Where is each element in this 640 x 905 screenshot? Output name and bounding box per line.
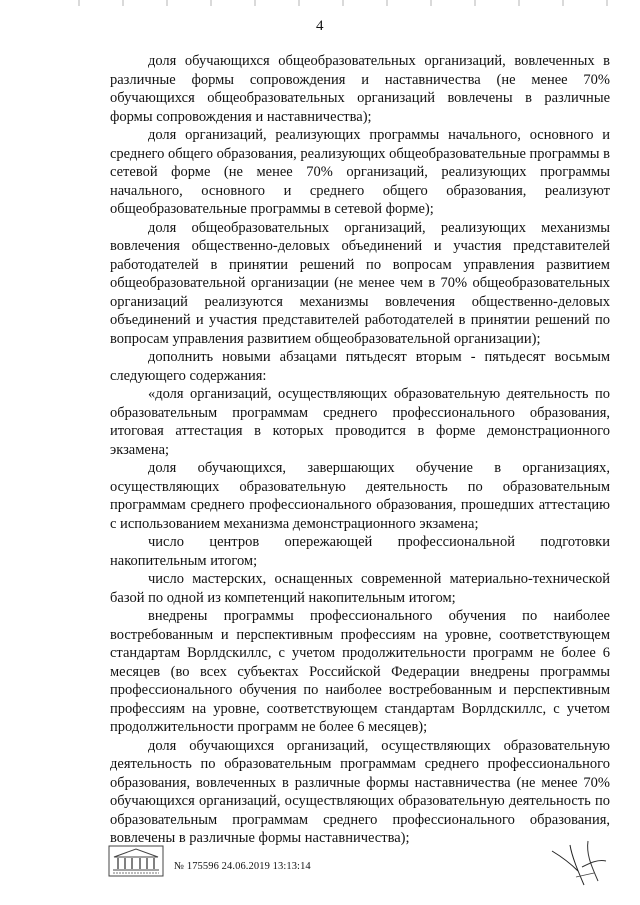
document-footer	[100, 837, 620, 897]
document-registration-number: № 175596 24.06.2019 13:13:14	[174, 861, 311, 872]
paragraph: дополнить новыми абзацами пятьдесят вторым - пятьдесят восьмым следующего содержания:	[110, 349, 610, 384]
paragraph: «доля организаций, осуществляющих образовательную деятельность по образовательным программам среднего профессионального образования, итоговая аттестация в которых проводится в форме демонстрационного экзамена;	[110, 386, 610, 458]
scan-edge-marks	[60, 0, 620, 6]
paragraph: внедрены программы профессионального обучения по наиболее востребованным и перспективным профессиям на уровне, соответствующем стандартам Ворлдскиллс, с учетом продолжительности программ не более 6 месяцев (во всех субъектах Российской Федерации внедрены программы профессионального обучения по наиболее востребованным и перспективным профессиям на уровне, соответствующем стандартам Ворлдскиллс, с учетом продолжительности программ не более 6 месяцев);	[110, 608, 610, 735]
paragraph: доля обучающихся организаций, осуществляющих образовательную деятельность по образовательным программам среднего профессионального образования, вовлеченных в различные формы наставничества (не менее 70% обучающихся организаций, осуществляющих образовательную деятельность по образовательным программам среднего профессионального образования, вовлечены в различные формы наставничества);	[110, 737, 610, 846]
handwritten-signature-icon	[548, 837, 612, 889]
page-number: 4	[316, 18, 324, 34]
paragraph: доля организаций, реализующих программы начального, основного и среднего общего образования, реализующих общеобразовательные программы в сетевой форме (не менее 70% организаций, реализующих программы начального, основного и среднего общего образования, реализуют общеобразовательные программы в сетевой форме);	[110, 127, 610, 217]
paragraph: доля общеобразовательных организаций, реализующих механизмы вовлечения общественно-деловых объединений и участия представителей работодателей в принятии решений по вопросам управления развитием общеобразовательной организации (не менее чем в 70% общеобразовательных организаций реализуются механизмы вовлечения общественно-деловых объединений и участия представителей работодателей в принятии решений по вопросам управления развитием общеобразовательной организации);	[110, 219, 610, 347]
paragraph: доля обучающихся общеобразовательных организаций, вовлеченных в различные формы сопровождения и наставничества (не менее 70% обучающихся общеобразовательных организаций вовлечены в различные формы сопровождения и наставничества);	[110, 53, 610, 125]
paragraph: число мастерских, оснащенных современной материально-технической базой по одной из компетенций накопительным итогом;	[110, 571, 610, 606]
paragraph: число центров опережающей профессиональной подготовки накопительным итогом;	[110, 534, 610, 569]
government-building-seal-icon	[108, 845, 164, 877]
document-body	[110, 52, 610, 848]
paragraph: доля обучающихся, завершающих обучение в организациях, осуществляющих образовательную деятельность по образовательным программам среднего профессионального образования, прошедших аттестацию с использованием механизма демонстрационного экзамена;	[110, 460, 610, 532]
